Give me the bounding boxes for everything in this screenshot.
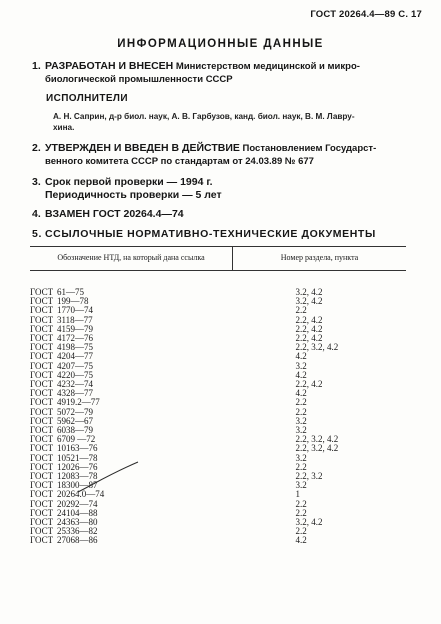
document-number: 12026—76 [57, 461, 98, 472]
cell-section-ref: 2.2, 4.2 [295, 379, 323, 390]
section-text: Министерством медицинской и микро- [173, 61, 360, 72]
section-number: 3. [32, 176, 41, 188]
document-number: 18300—87 [57, 480, 98, 491]
document-number: 4232—74 [57, 379, 93, 390]
executors-label: ИСПОЛНИТЕЛИ [46, 93, 128, 104]
gost-prefix: ГОСТ [30, 507, 54, 518]
authors-line-2: хина. [53, 123, 75, 132]
gost-prefix: ГОСТ [30, 333, 54, 344]
cell-section-ref: 2.2 [295, 526, 307, 537]
section-lead: ССЫЛОЧНЫЕ НОРМАТИВНО-ТЕХНИЧЕСКИЕ ДОКУМЕНТЫ [45, 228, 376, 240]
section-number: 4. [32, 208, 41, 220]
document-number: 6038—79 [57, 425, 93, 436]
document-number: 4204—77 [57, 351, 93, 362]
document-number: 10163—76 [57, 443, 98, 454]
section-number: 5. [32, 228, 42, 240]
gost-prefix: ГОСТ [30, 342, 54, 353]
cell-section-ref: 4.2 [295, 369, 307, 380]
document-number: 4198—75 [57, 342, 93, 353]
document-number: 25336—82 [57, 526, 98, 537]
document-number: 20264.0—74 [57, 489, 105, 500]
cell-section-ref: 2.2 [295, 406, 307, 417]
document-number: 4207—75 [57, 360, 93, 371]
section-lead: УТВЕРЖДЕН И ВВЕДЕН В ДЕЙСТВИЕ [45, 142, 240, 154]
document-number: 24363—80 [57, 517, 98, 528]
gost-prefix: ГОСТ [30, 406, 54, 417]
cell-section-ref: 2.2 [295, 461, 307, 472]
cell-section-ref: 2.2, 4.2 [295, 323, 323, 334]
section-5 [32, 228, 422, 241]
gost-prefix: ГОСТ [30, 535, 54, 546]
document-number: 5962—67 [57, 415, 93, 426]
cell-section-ref: 2.2 [295, 507, 307, 518]
handwritten-pen-mark [76, 460, 140, 494]
cell-section-ref: 3.2, 4.2 [295, 287, 323, 297]
cell-document [30, 271, 233, 298]
gost-prefix: ГОСТ [30, 489, 54, 500]
gost-prefix: ГОСТ [30, 323, 54, 334]
cell-document [30, 536, 233, 545]
section-text: Постановлением Государст- [239, 143, 377, 154]
cell-section-ref: 2.2, 3.2, 4.2 [295, 342, 339, 353]
column-header-section: Номер раздела, пункта [233, 247, 407, 271]
cell-section-ref: 4.2 [295, 351, 307, 362]
gost-prefix: ГОСТ [30, 369, 54, 380]
cell-section-ref: 2.2, 3.2, 4.2 [295, 443, 339, 454]
document-number: 4159—79 [57, 323, 93, 334]
cell-section-ref: 2.2 [295, 397, 307, 408]
document-number: 1770—74 [57, 305, 93, 316]
gost-prefix: ГОСТ [30, 388, 54, 399]
section-continuation: биологической промышленности СССР [45, 74, 233, 85]
gost-prefix: ГОСТ [30, 314, 54, 325]
gost-prefix: ГОСТ [30, 434, 54, 445]
cell-section-ref: 2.2 [295, 498, 307, 509]
column-header-document: Обозначение НТД, на который дана ссылка [30, 247, 233, 271]
cell-section-ref: 3.2, 4.2 [295, 296, 323, 307]
gost-prefix: ГОСТ [30, 397, 54, 408]
section-1 [32, 60, 422, 86]
page-title: ИНФОРМАЦИОННЫЕ ДАННЫЕ [117, 38, 324, 50]
gost-prefix: ГОСТ [30, 517, 54, 528]
cell-section-ref: 2.2 [295, 305, 307, 316]
section-continuation: венного комитета СССР по стандартам от 24.03.89 № 677 [45, 156, 314, 167]
authors-line-1: А. Н. Саприн, д-р биол. наук, А. В. Гарбузов, канд. биол. наук, В. М. Лавру- [53, 112, 355, 121]
document-number: 4220—75 [57, 369, 93, 380]
gost-prefix: ГОСТ [30, 305, 54, 316]
cell-section-ref: 4.2 [295, 388, 307, 399]
cell-section-ref: 1 [295, 489, 300, 500]
cell-section-ref: 2.2, 4.2 [295, 314, 323, 325]
cell-section-ref: 4.2 [295, 535, 307, 546]
gost-prefix: ГОСТ [30, 425, 54, 436]
gost-prefix: ГОСТ [30, 351, 54, 362]
document-number: 4328—77 [57, 388, 93, 399]
gost-prefix: ГОСТ [30, 360, 54, 371]
document-number: 10521—78 [57, 452, 98, 463]
cell-section-ref: 3.2, 4.2 [295, 517, 323, 528]
gost-prefix: ГОСТ [30, 287, 54, 297]
document-number: 6709 —72 [57, 434, 96, 445]
gost-prefix: ГОСТ [30, 296, 54, 307]
table-row [30, 536, 406, 545]
section-2 [32, 142, 422, 168]
gost-prefix: ГОСТ [30, 461, 54, 472]
document-number: 24104—88 [57, 507, 98, 518]
document-number: 4919.2—77 [57, 397, 100, 408]
cell-section-ref: 2.2, 3.2, 4.2 [295, 434, 339, 445]
cell-section-ref: 2.2, 3.2 [295, 471, 323, 482]
section-4 [32, 208, 422, 221]
document-number: 3118—77 [57, 314, 93, 325]
section-number: 1. [32, 60, 41, 72]
section-3 [32, 176, 422, 202]
document-number: 27068—86 [57, 535, 98, 546]
document-number: 199—78 [57, 296, 89, 307]
gost-prefix: ГОСТ [30, 415, 54, 426]
cell-section-ref: 3.2 [295, 415, 307, 426]
gost-prefix: ГОСТ [30, 452, 54, 463]
document-number: 5072—79 [57, 406, 93, 417]
cell-section-ref: 3.2 [295, 480, 307, 491]
page-header-ref: ГОСТ 20264.4—89 С. 17 [310, 9, 422, 20]
cell-section-ref: 3.2 [295, 425, 307, 436]
section-lead: РАЗРАБОТАН И ВНЕСЕН [45, 60, 174, 72]
table-body [30, 271, 406, 546]
section-continuation: Периодичность проверки — 5 лет [45, 189, 222, 201]
cell-section-ref: 2.2, 4.2 [295, 333, 323, 344]
gost-prefix: ГОСТ [30, 471, 54, 482]
document-number: 61—75 [57, 287, 84, 297]
gost-prefix: ГОСТ [30, 498, 54, 509]
document-number: 4172—76 [57, 333, 93, 344]
section-lead: ВЗАМЕН ГОСТ 20264.4—74 [45, 208, 184, 220]
table-row [30, 271, 406, 298]
references-table [30, 246, 406, 546]
executors-authors [53, 111, 415, 133]
document-number: 12083—78 [57, 471, 98, 482]
document-number: 20292—74 [57, 498, 98, 509]
gost-prefix: ГОСТ [30, 443, 54, 454]
gost-prefix: ГОСТ [30, 379, 54, 390]
section-lead: Срок первой проверки — 1994 г. [45, 176, 213, 188]
table-header-row [30, 247, 406, 271]
section-number: 2. [32, 142, 41, 154]
gost-prefix: ГОСТ [30, 480, 54, 491]
gost-prefix: ГОСТ [30, 526, 54, 537]
cell-section-ref: 3.2 [295, 360, 307, 371]
cell-section-ref: 3.2 [295, 452, 307, 463]
